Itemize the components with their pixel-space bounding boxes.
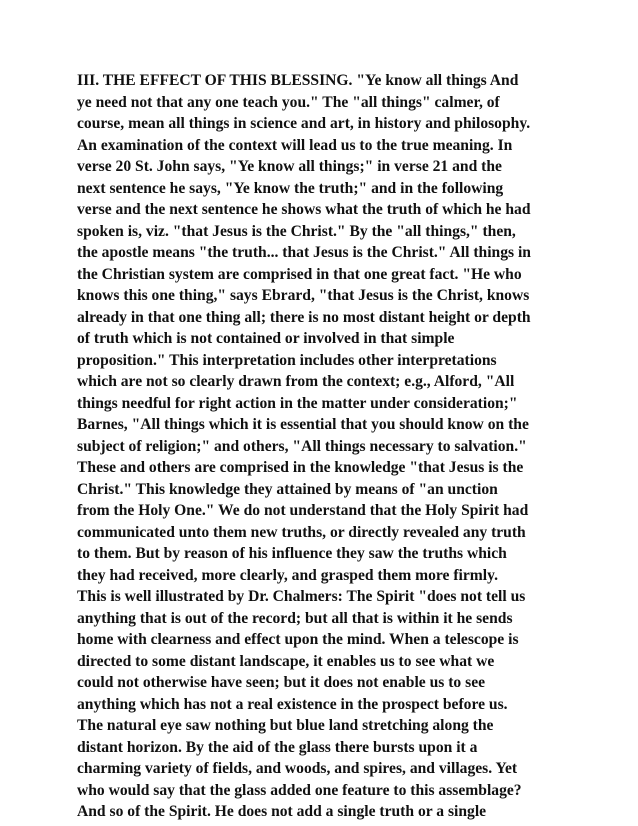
text-line: ye need not that any one teach you." The "all things" calmer, of <box>77 93 500 111</box>
text-line: could not otherwise have seen; but it does not enable us to see <box>77 674 486 691</box>
text-line: Barnes, "All things which it is essential that you should know on the <box>77 416 529 433</box>
text-line: distant horizon. By the aid of the glass there bursts upon it a <box>77 738 478 756</box>
text-line: anything which has not a real existence in the prospect before us. <box>77 695 508 713</box>
text-line: Christ." This knowledge they attained by means of "an unction <box>77 480 498 498</box>
text-line: the apostle means "the truth... that Jesus is the Christ." All things in <box>77 244 531 261</box>
text-line: which are not so clearly drawn from the context; e.g., Alford, "All <box>77 373 515 390</box>
text-line: These and others are comprised in the knowledge "that Jesus is the <box>77 459 524 476</box>
text-line: course, mean all things in science and art, in history and philosophy. <box>77 115 531 132</box>
text-line: The natural eye saw nothing but blue land stretching along the <box>77 717 494 734</box>
text-line: charming variety of fields, and woods, and spires, and villages. Yet <box>77 760 518 777</box>
text-line: they had received, more clearly, and grasped them more firmly. <box>77 566 498 584</box>
text-line: communicated unto them new truths, or directly revealed any truth <box>77 523 526 541</box>
text-line: An examination of the context will lead us to the true meaning. In <box>77 136 513 154</box>
text-line: the Christian system are comprised in that one great fact. "He who <box>77 265 522 283</box>
body-text <box>77 70 577 823</box>
text-line: spoken is, viz. "that Jesus is the Christ." By the "all things," then, <box>77 222 516 240</box>
text-line: directed to some distant landscape, it enables us to see what we <box>77 652 495 670</box>
text-line: who would say that the glass added one feature to this assemblage? <box>77 781 522 799</box>
text-line: next sentence he says, "Ye know the truth;" and in the following <box>77 179 504 197</box>
text-line: home with clearness and effect upon the mind. When a telescope is <box>77 631 519 648</box>
text-line: III. THE EFFECT OF THIS BLESSING. "Ye know all things And <box>77 72 519 89</box>
text-line: of truth which is not contained or involved in that simple <box>77 330 455 347</box>
text-line: This is well illustrated by Dr. Chalmers: The Spirit "does not tell us <box>77 588 526 605</box>
text-line: verse and the next sentence he shows what the truth of which he had <box>77 201 531 218</box>
text-line: And so of the Spirit. He does not add a single truth or a single <box>77 803 487 820</box>
text-line: verse 20 St. John says, "Ye know all things;" in verse 21 and the <box>77 158 502 175</box>
text-line: to them. But by reason of his influence they saw the truths which <box>77 545 507 562</box>
text-line: already in that one thing all; there is no most distant height or depth <box>77 308 531 326</box>
text-line: subject of religion;" and others, "All things necessary to salvation." <box>77 437 527 455</box>
text-line: knows this one thing," says Ebrard, "that Jesus is the Christ, knows <box>77 287 530 304</box>
text-line: from the Holy One." We do not understand that the Holy Spirit had <box>77 502 529 519</box>
text-line: things needful for right action in the matter under consideration;" <box>77 394 518 412</box>
text-line: anything that is out of the record; but all that is within it he sends <box>77 609 513 627</box>
text-line: proposition." This interpretation includes other interpretations <box>77 351 497 369</box>
